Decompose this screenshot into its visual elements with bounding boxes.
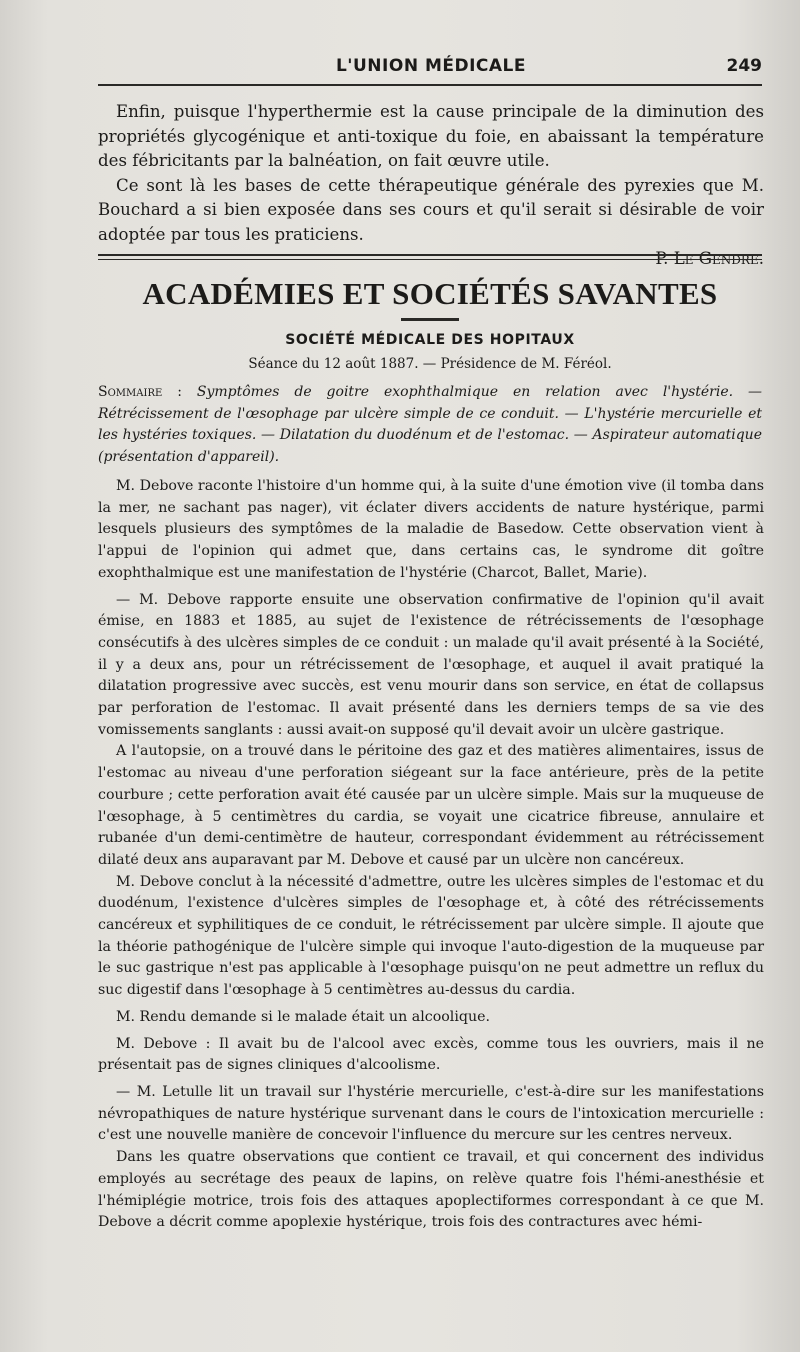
body-paragraph: M. Debove : Il avait bu de l'alcool avec excès, comme tous les ouvriers, mais il ne présentait pas de signes cliniques d'alcoolisme.	[98, 1035, 764, 1074]
seance-line: Séance du 12 août 1887. — Présidence de M. Féréol.	[248, 356, 612, 372]
page-number: 249	[726, 56, 762, 76]
intro-paragraph-2: Ce sont là les bases de cette thérapeutique générale des pyrexies que M. Bouchard a si bien exposée dans ses cours et qu'il serait si désirable de voir adoptée par tous les praticiens.	[98, 175, 764, 244]
body-paragraph: M. Debove conclut à la nécessité d'admettre, outre les ulcères simples de l'estomac et du duodénum, l'existence d'ulcères simples de l'œsophage et, à côté des rétrécissements cancéreux et syphilitiques de ce conduit, le rétrécissement par ulcère simple. Il ajoute que la théorie pathogénique de l'ulcère simple qui invoque l'auto-digestion de la muqueuse par le suc gastrique n'est pas applicable à l'œsophage puisqu'on ne peut admettre un reflux du suc digestif dans l'œsophage à 5 centimètres au-dessus du cardia.	[98, 873, 764, 999]
body-paragraph: M. Debove raconte l'histoire d'un homme qui, à la suite d'une émotion vive (il tomba dans la mer, ne sachant pas nager), vit éclater divers accidents de nature hystérique, parmi lesquels plusieurs des symptômes de la maladie de Basedow. Cette observation vient à l'appui de l'opinion qui admet que, dans certains cas, le syndrome dit goître exophthalmique est une manifestation de l'hystérie (Charcot, Ballet, Marie).	[98, 478, 764, 581]
society-title: SOCIÉTÉ MÉDICALE DES HOPITAUX	[285, 332, 575, 348]
title-underline	[401, 318, 459, 321]
sommaire-label: Sommaire :	[98, 384, 182, 400]
signature: P. Le Gendre.	[655, 249, 764, 268]
body-paragraph: M. Rendu demande si le malade était un alcoolique.	[116, 1008, 490, 1025]
running-header	[98, 52, 764, 82]
intro-block	[98, 100, 764, 272]
sommaire	[98, 382, 762, 468]
section-title: ACADÉMIES ET SOCIÉTÉS SAVANTES	[142, 276, 718, 311]
body-paragraph: Dans les quatre observations que contient ce travail, et qui concernent des individus employés au secrétage des peaux de lapins, on relève quatre fois l'hémi-anesthésie et l'hémiplégie motrice, trois fois des attaques apoplectiformes correspondant à ce que M. Debove a décrit comme apoplexie hystérique, trois fois des contractures avec hémi-	[98, 1149, 764, 1231]
intro-paragraph-1: Enfin, puisque l'hyperthermie est la cause principale de la diminution des propriétés glycogénique et anti-toxique du foie, en abaissant la température des fébricitants par la balnéation, on fait œuvre utile.	[98, 102, 764, 170]
body-paragraph: A l'autopsie, on a trouvé dans le péritoine des gaz et des matières alimentaires, issus de l'estomac au niveau d'une perforation siégeant sur la face antérieure, près de la petite courbure ; cette perforation avait été causée par un ulcère simple. Mais sur la muqueuse de l'œsophage, à 5 centimètres du cardia, se voyait une cicatrice fibreuse, annulaire et rubanée d'un demi-centimètre de hauteur, correspondant évidemment au rétrécissement dilaté deux ans auparavant par M. Debove et causé par un ulcère non cancéreux.	[98, 743, 764, 868]
journal-title: L'UNION MÉDICALE	[335, 56, 527, 76]
body-paragraph: — M. Letulle lit un travail sur l'hystérie mercurielle, c'est-à-dire sur les manifestations névropathiques de nature hystérique survenant dans le cours de l'intoxication mercurielle : c'est une nouvelle manière de concevoir l'influence du mercure sur les centres nerveux.	[98, 1083, 764, 1144]
minutes-body	[98, 476, 764, 1234]
sommaire-text: Symptômes de goitre exophthalmique en relation avec l'hystérie. — Rétrécissement de l'œsophage par ulcère simple de ce conduit. — L'hystérie mercurielle et les hystéries toxiques. — Dilatation du duodénum et de l'estomac. — Aspirateur automatique (présentation d'appareil).	[98, 384, 763, 465]
section-rule-top	[98, 254, 762, 256]
header-rule	[98, 84, 762, 86]
section-rule-bottom	[98, 259, 762, 260]
body-paragraph: — M. Debove rapporte ensuite une observation confirmative de l'opinion qu'il avait émise, en 1883 et 1885, au sujet de l'existence de rétrécissements de l'œsophage consécutifs à des ulcères simples de ce conduit : un malade qu'il avait présenté à la Société, il y a deux ans, pour un rétrécissement de l'œsophage, et auquel il avait pratiqué la dilatation progressive avec succès, est venu mourir dans son service, en état de collapsus par perforation de l'estomac. Il avait présenté dans les derniers temps de sa vie des vomissements sanglants : aussi avait-on supposé qu'il devait avoir un ulcère gastrique.	[98, 591, 764, 738]
